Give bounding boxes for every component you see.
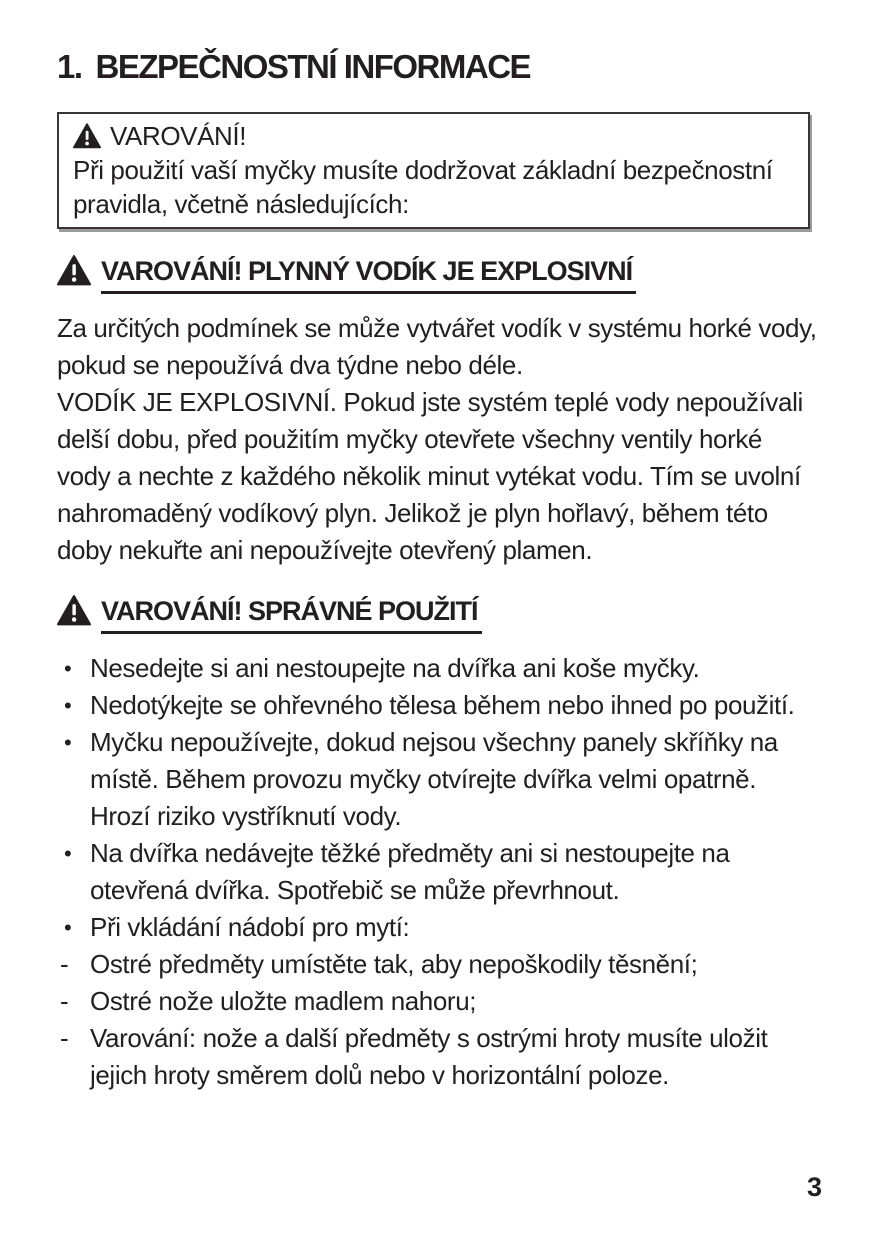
hydrogen-warning-body — [57, 310, 817, 569]
bullet-marker: • — [64, 693, 72, 718]
list-item — [57, 909, 817, 946]
chapter-number: 1. — [57, 48, 82, 85]
dash-marker: - — [60, 949, 69, 979]
bullet-marker: • — [64, 730, 72, 755]
chapter-title-text: BEZPEČNOSTNÍ INFORMACE — [95, 48, 531, 85]
list-item-text: Nedotýkejte se ohřevného tělesa během nebo ihned po použití. — [90, 690, 795, 720]
warning-box-header — [73, 119, 794, 153]
section-heading-text: VAROVÁNÍ! SPRÁVNÉ POUŽITÍ — [101, 595, 482, 634]
warning-triangle-icon — [73, 123, 101, 149]
bullet-marker: • — [64, 656, 72, 681]
list-item — [57, 687, 817, 724]
list-item — [57, 946, 817, 983]
warning-box-text: Při použití vaší myčky musíte dodržovat základní bezpečnostní pravidla, včetně následujících: — [73, 155, 773, 219]
page-title — [57, 48, 817, 86]
section-heading-proper-use — [57, 595, 817, 634]
paragraph: VODÍK JE EXPLOSIVNÍ. Pokud jste systém teplé vody nepoužívali delší dobu, před použitím myčky otevřete všechny ventily horké vody a nechte z každého několik minut vytékat vodu. Tím se uvolní nahromaděný vodíkový plyn. Jelikož je plyn hořlavý, během této doby nekuřte ani nepoužívejte otevřený plamen. — [57, 387, 803, 565]
list-item — [57, 983, 817, 1020]
bullet-marker: • — [64, 841, 72, 866]
list-item-text: Varování: nože a další předměty s ostrými hroty musíte uložit jejich hroty směrem dolů nebo v horizontální poloze. — [90, 1023, 768, 1090]
bullet-marker: • — [64, 915, 72, 940]
section-heading-text: VAROVÁNÍ! PLYNNÝ VODÍK JE EXPLOSIVNÍ — [101, 255, 636, 294]
list-item-text: Na dvířka nedávejte těžké předměty ani si nestoupejte na otevřená dvířka. Spotřebič se může převrhnout. — [90, 838, 730, 905]
list-item-text: Myčku nepoužívejte, dokud nejsou všechny panely skříňky na místě. Během provozu myčky otvírejte dvířka velmi opatrně. Hrozí riziko vystříknutí vody. — [90, 727, 778, 831]
page-number: 3 — [806, 1172, 822, 1202]
warning-triangle-icon — [57, 255, 91, 286]
warning-box-title: VAROVÁNÍ! — [110, 121, 247, 151]
list-item-text: Ostré nože uložte madlem nahoru; — [90, 986, 477, 1016]
warning-box — [57, 112, 810, 229]
list-item — [57, 650, 817, 687]
dash-marker: - — [60, 986, 69, 1016]
page-content — [57, 48, 817, 1094]
dash-marker: - — [60, 1023, 69, 1053]
list-item-text: Nesedejte si ani nestoupejte na dvířka ani koše myčky. — [90, 653, 700, 683]
section-heading-hydrogen — [57, 255, 817, 294]
list-item — [57, 1020, 817, 1094]
warning-triangle-icon — [57, 595, 91, 626]
list-item — [57, 835, 817, 909]
list-item-text: Při vkládání nádobí pro mytí: — [90, 912, 410, 942]
proper-use-bullet-list — [57, 650, 817, 946]
paragraph: Za určitých podmínek se může vytvářet vodík v systému horké vody, pokud se nepoužívá dva týdne nebo déle. — [57, 313, 817, 380]
list-item-text: Ostré předměty umístěte tak, aby nepoškodily těsnění; — [90, 949, 698, 979]
proper-use-dash-list — [57, 946, 817, 1094]
list-item — [57, 724, 817, 835]
